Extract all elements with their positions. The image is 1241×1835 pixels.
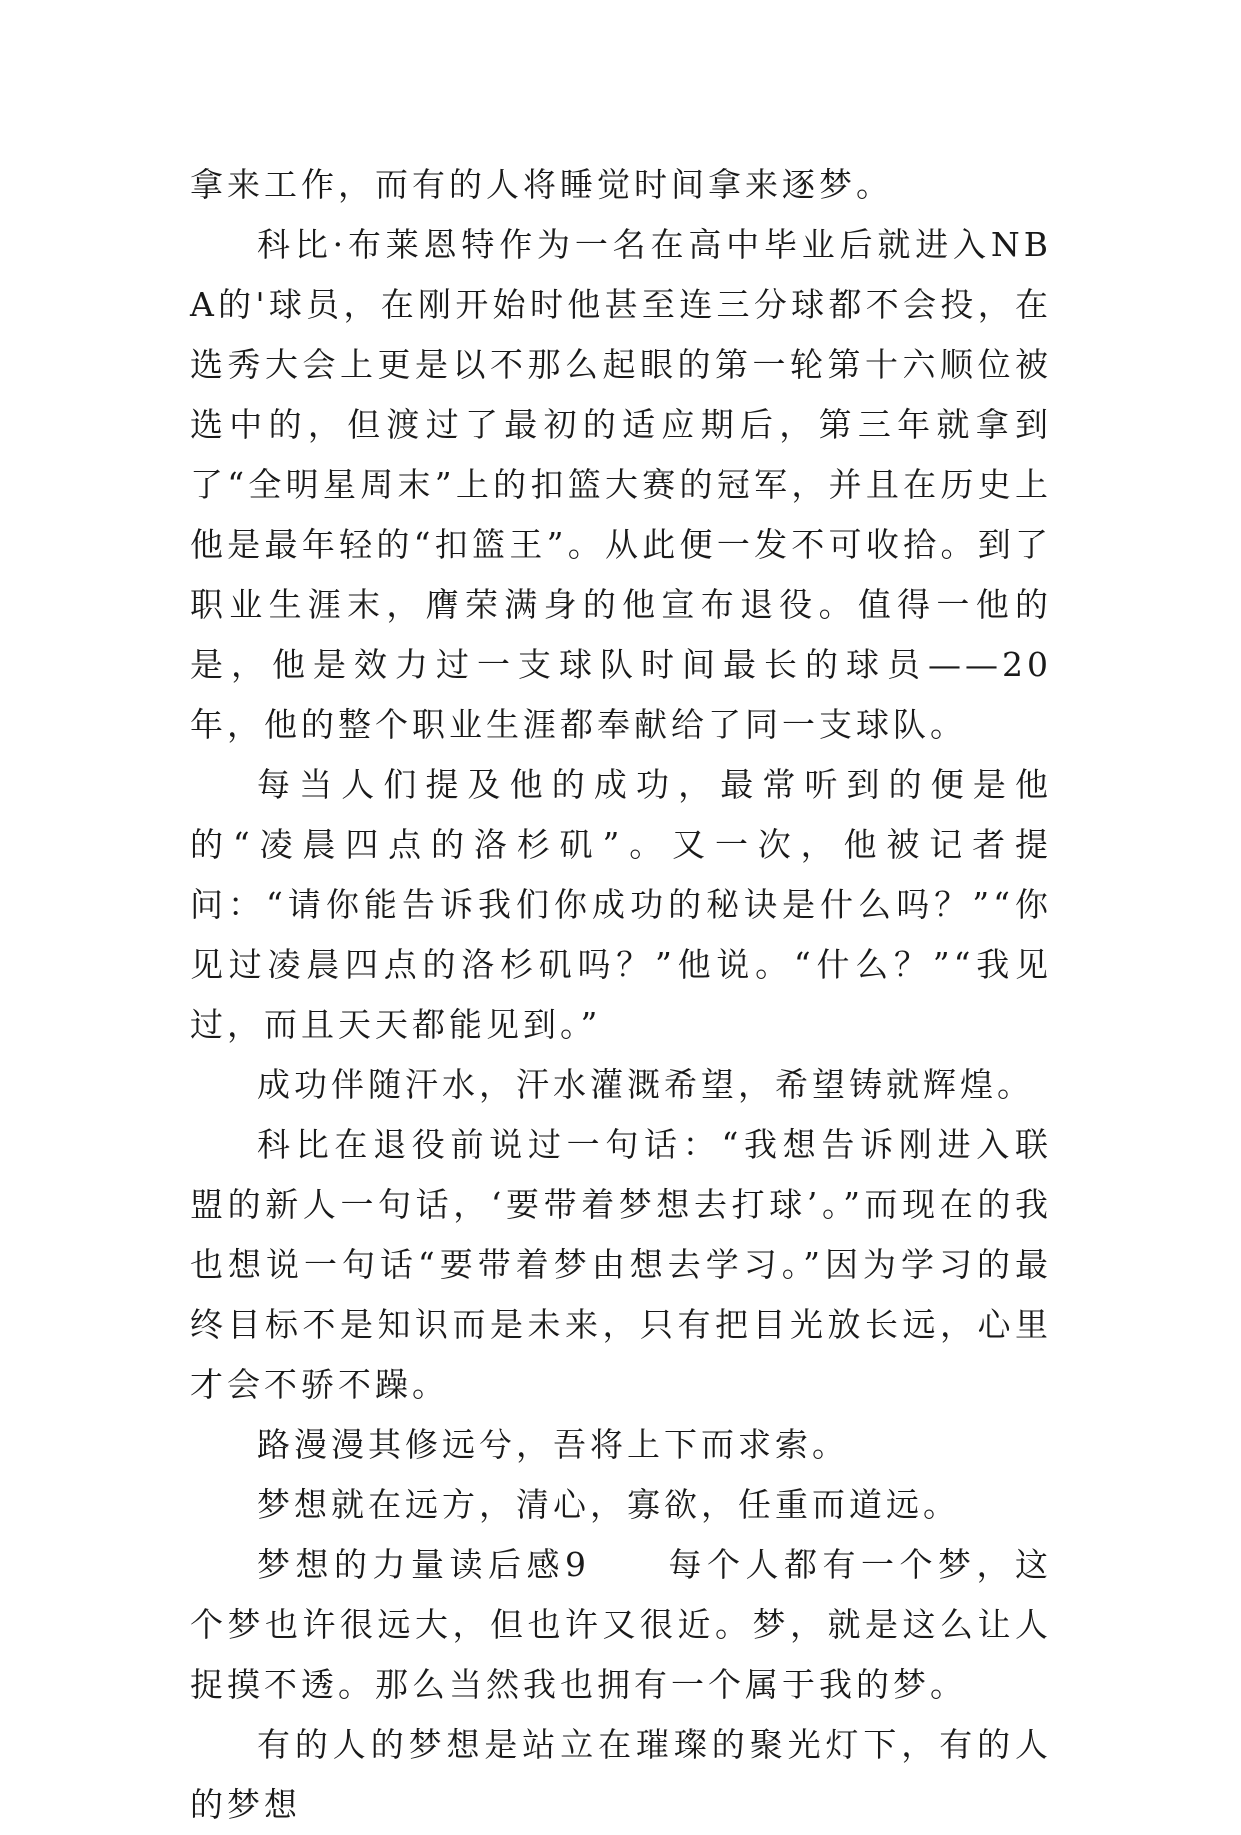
paragraph-6: 路漫漫其修远兮，吾将上下而求索。 (257, 1425, 849, 1464)
paragraph-3: 每当人们提及他的成功，最常听到的便是他的“凌晨四点的洛杉矶”。又一次，他被记者提问：“请你能告诉我们你成功的秘诀是什么吗？”“你见过凌晨四点的洛杉矶吗？”他说。“什么？”“我见过，而且天天都能见到。” (190, 765, 1052, 1044)
paragraph-8: 梦想的力量读后感9 每个人都有一个梦，这个梦也许很远大，但也许又很近。梦，就是这么让人捉摸不透。那么当然我也拥有一个属于我的梦。 (190, 1545, 1052, 1704)
paragraph-9: 有的人的梦想是站立在璀璨的聚光灯下，有的人的梦想 (190, 1725, 1052, 1824)
paragraph-1: 拿来工作，而有的人将睡觉时间拿来逐梦。 (190, 165, 893, 204)
document-body (190, 155, 1052, 1835)
paragraph-5: 科比在退役前说过一句话：“我想告诉刚进入联盟的新人一句话，‘要带着梦想去打球’。”而现在的我也想说一句话“要带着梦由想去学习。”因为学习的最终目标不是知识而是未来，只有把目光放长远，心里才会不骄不躁。 (190, 1125, 1052, 1404)
paragraph-2: 科比·布莱恩特作为一名在高中毕业后就进入NBA的'球员，在刚开始时他甚至连三分球都不会投，在选秀大会上更是以不那么起眼的第一轮第十六顺位被选中的，但渡过了最初的适应期后，第三年就拿到了“全明星周末”上的扣篮大赛的冠军，并且在历史上他是最年轻的“扣篮王”。从此便一发不可收拾。到了职业生涯末，膺荣满身的他宣布退役。值得一他的是，他是效力过一支球队时间最长的球员——20年，他的整个职业生涯都奉献给了同一支球队。 (190, 225, 1052, 744)
paragraph-7: 梦想就在远方，清心，寡欲，任重而道远。 (257, 1485, 960, 1524)
paragraph-4: 成功伴随汗水，汗水灌溉希望，希望铸就辉煌。 (257, 1065, 1034, 1104)
